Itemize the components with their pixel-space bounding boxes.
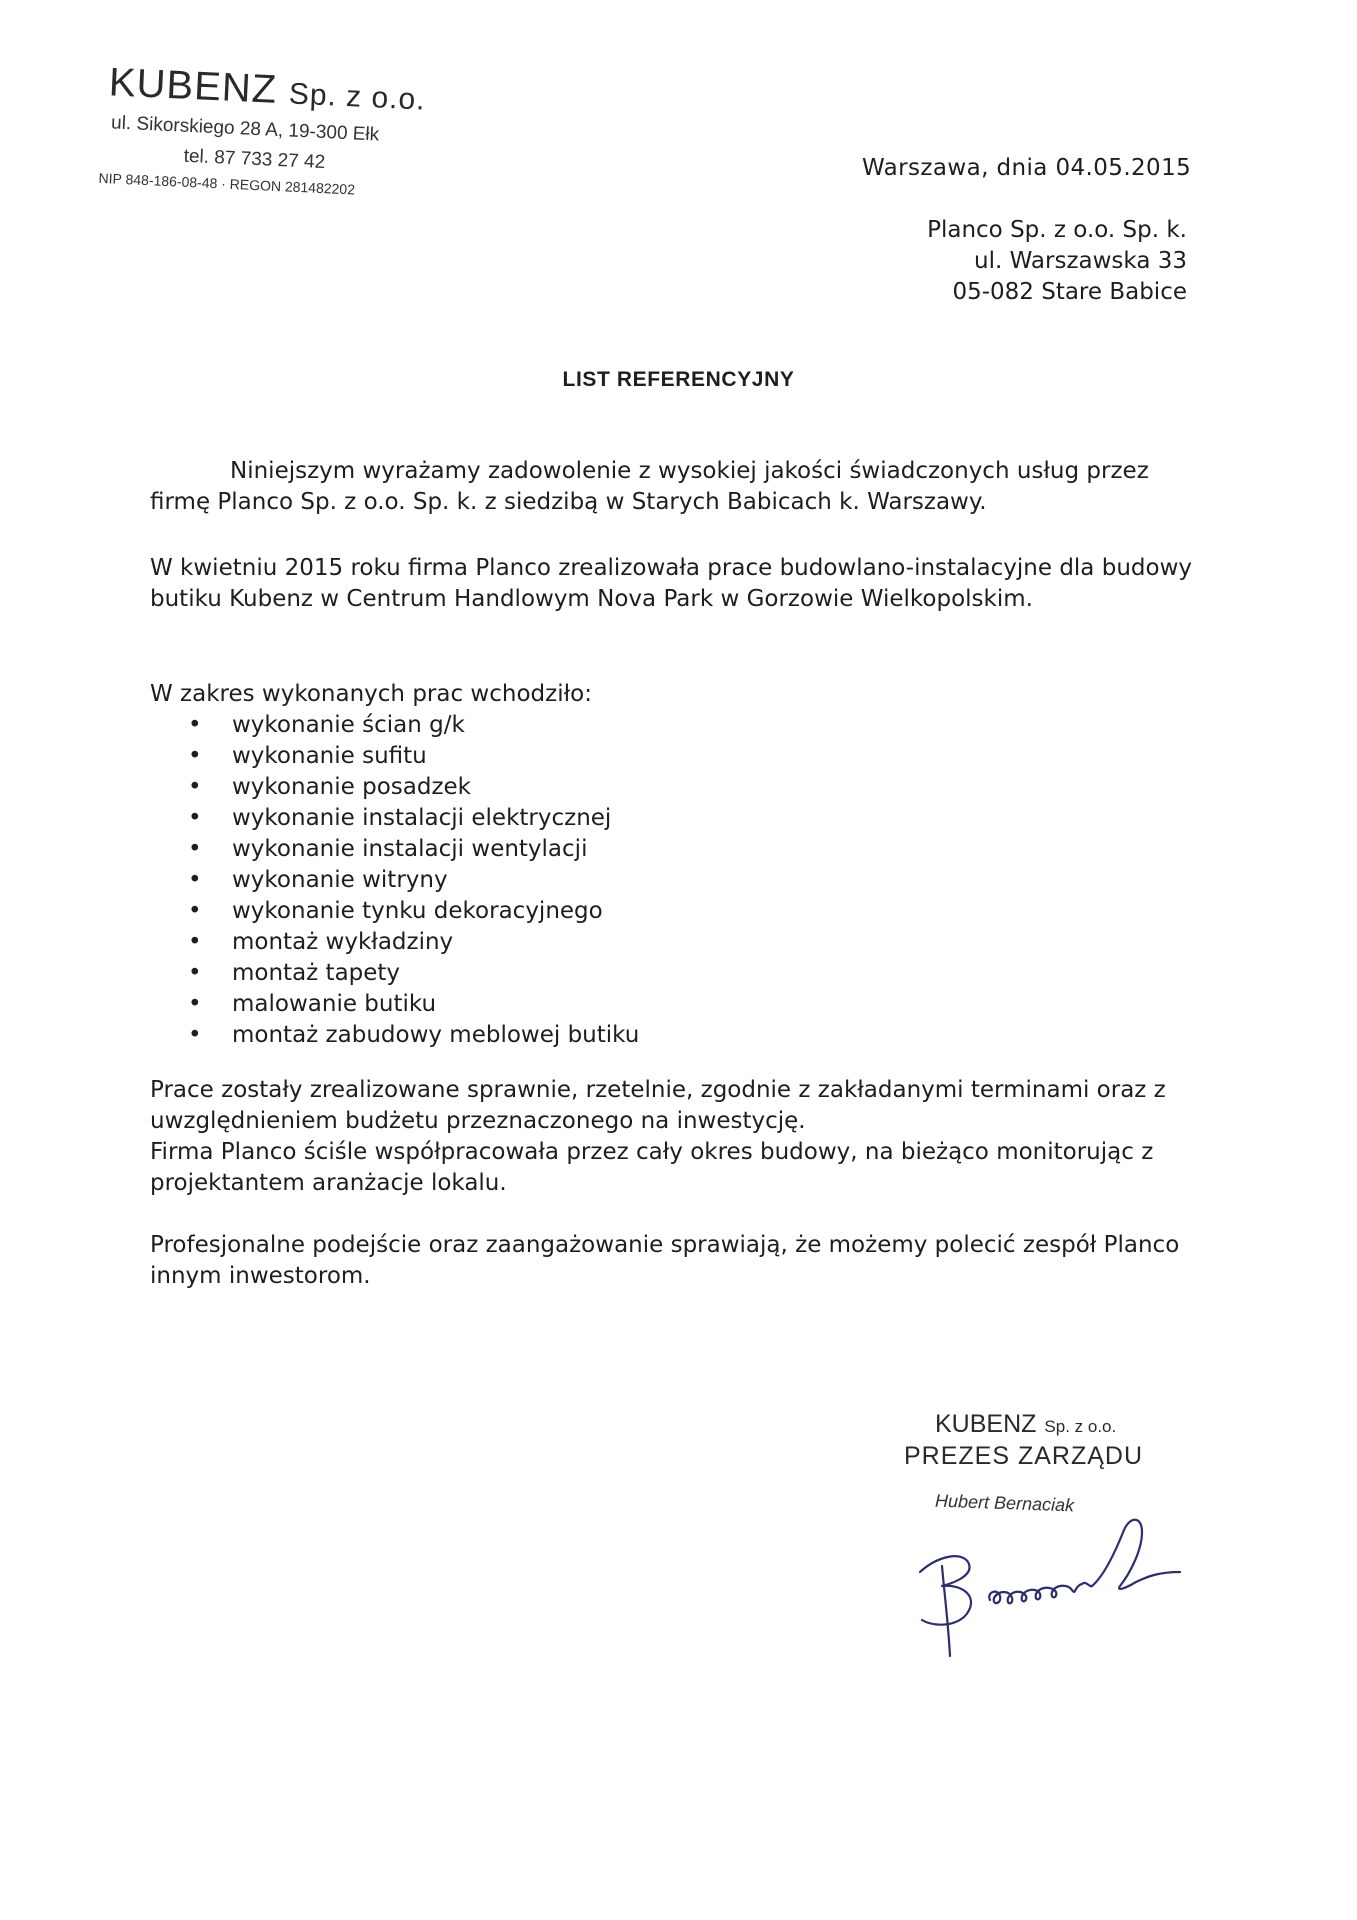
list-item-text: wykonanie sufitu	[232, 743, 427, 769]
bullet-icon: •	[188, 1022, 202, 1048]
stamp-ids: NIP 848-186-08-48 · REGON 281482202	[98, 169, 356, 198]
list-item	[182, 1020, 639, 1051]
paragraph-project: W kwietniu 2015 roku firma Planco zrealizowała prace budowlano-instalacyjne dla budowy butiku Kubenz w Centrum Handlowym Nova Park w Gorzowie Wielkopolskim.	[150, 555, 1192, 612]
place-date: Warszawa, dnia 04.05.2015	[862, 155, 1192, 181]
list-item	[182, 741, 639, 772]
scope-list	[182, 710, 639, 1051]
stamp-company: KUBENZ	[107, 60, 279, 112]
list-item-text: montaż wykładziny	[232, 929, 454, 955]
list-item	[182, 927, 639, 958]
letter-title: LIST REFERENCYJNY	[562, 368, 795, 391]
list-item-text: montaż zabudowy meblowej butiku	[232, 1022, 640, 1048]
handwritten-signature	[890, 1480, 1220, 1670]
signature-person-name: Hubert Bernaciak	[934, 1490, 1075, 1516]
signature-company	[935, 1410, 1116, 1439]
stamp-company-name	[108, 60, 427, 119]
list-item	[182, 803, 639, 834]
recipient-name: Planco Sp. z o.o. Sp. k.	[927, 217, 1187, 243]
bullet-icon: •	[188, 898, 202, 924]
list-item-text: malowanie butiku	[232, 991, 437, 1017]
list-item-text: wykonanie instalacji wentylacji	[232, 836, 588, 862]
bullet-icon: •	[188, 960, 202, 986]
list-item-text: wykonanie witryny	[232, 867, 448, 893]
list-item	[182, 865, 639, 896]
list-item-text: montaż tapety	[232, 960, 401, 986]
scope-intro: W zakres wykonanych prac wchodziło:	[150, 681, 592, 707]
list-item	[182, 710, 639, 741]
list-item	[182, 989, 639, 1020]
list-item-text: wykonanie tynku dekoracyjnego	[232, 898, 603, 924]
bullet-icon: •	[188, 867, 202, 893]
paragraph-execution-line-2: Firma Planco ściśle współpracowała przez cały okres budowy, na bieżąco monitorując z projektantem aranżacje lokalu.	[150, 1139, 1154, 1196]
paragraph-execution-line-1: Prace zostały zrealizowane sprawnie, rzetelnie, zgodnie z zakładanymi terminami oraz z uwzględnieniem budżetu przeznaczonego na inwestycję.	[150, 1077, 1166, 1134]
bullet-icon: •	[188, 743, 202, 769]
paragraph-execution	[150, 1075, 1210, 1199]
bullet-icon: •	[188, 712, 202, 738]
paragraph-intro: Niniejszym wyrażamy zadowolenie z wysokiej jakości świadczonych usług przez firmę Planco Sp. z o.o. Sp. k. z siedzibą w Starych Babicach k. Warszawy.	[150, 458, 1149, 515]
list-item	[182, 958, 639, 989]
list-item-text: wykonanie instalacji elektrycznej	[232, 805, 612, 831]
recipient-city: 05-082 Stare Babice	[952, 279, 1187, 305]
bullet-icon: •	[188, 836, 202, 862]
bullet-icon: •	[188, 991, 202, 1017]
signature-title: PREZES ZARZĄDU	[904, 1442, 1144, 1470]
bullet-icon: •	[188, 805, 202, 831]
paragraph-recommendation: Profesjonalne podejście oraz zaangażowanie sprawiają, że możemy polecić zespół Planco innym inwestorom.	[150, 1232, 1180, 1289]
recipient-street: ul. Warszawska 33	[974, 248, 1187, 274]
list-item	[182, 896, 639, 927]
bullet-icon: •	[188, 929, 202, 955]
signature-company-name: KUBENZ	[935, 1410, 1037, 1438]
stamp-address: ul. Sikorskiego 28 A, 19-300 Ełk	[110, 112, 380, 146]
company-stamp	[97, 60, 433, 225]
stamp-company-form: Sp. z o.o.	[288, 77, 427, 117]
list-item	[182, 772, 639, 803]
list-item-text: wykonanie posadzek	[232, 774, 471, 800]
bullet-icon: •	[188, 774, 202, 800]
stamp-phone: tel. 87 733 27 42	[183, 145, 326, 174]
signature-company-form: Sp. z o.o.	[1044, 1417, 1117, 1436]
list-item	[182, 834, 639, 865]
recipient-address	[927, 215, 1187, 308]
list-item-text: wykonanie ścian g/k	[232, 712, 465, 738]
